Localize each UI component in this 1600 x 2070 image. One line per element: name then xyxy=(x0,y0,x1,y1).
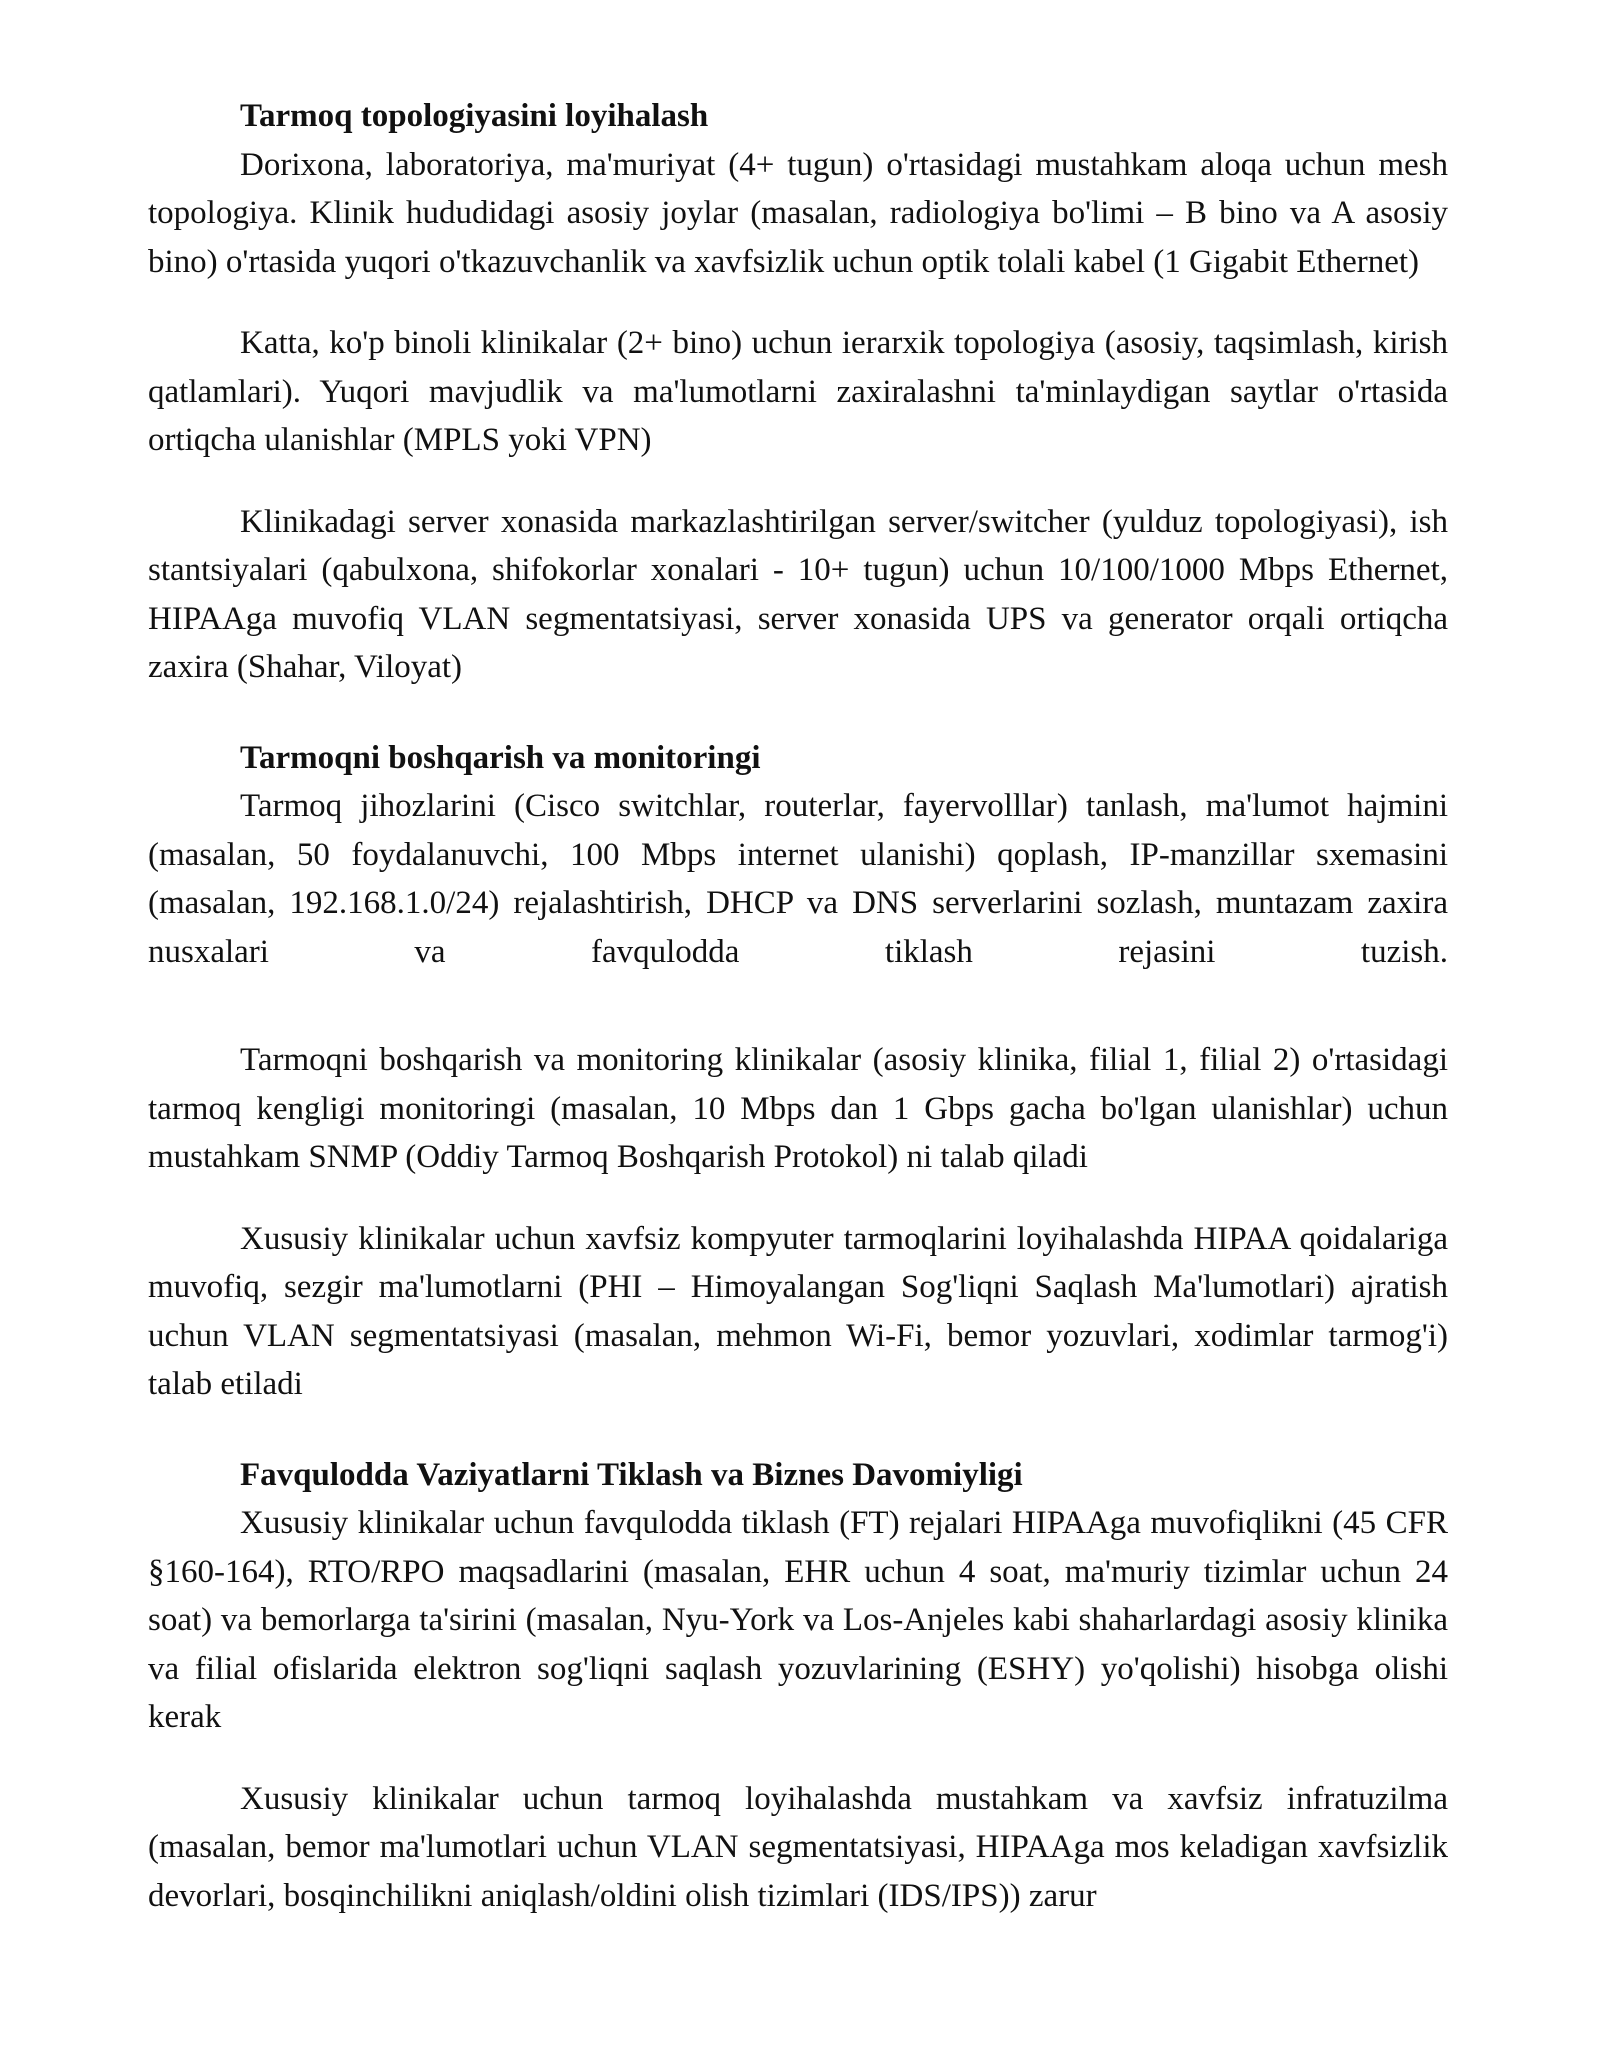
paragraph: Xususiy klinikalar uchun favqulodda tiklash (FT) rejalari HIPAAga muvofiqlikni (45 CFR §160-164), RTO/RPO maqsadlarini (masalan, EHR uchun 4 soat, ma'muriy tizimlar uchun 24 soat) va bemorlarga ta'sirini (masalan, Nyu-York va Los-Anjeles kabi shaharlardagi asosiy klinika va filial ofislarida elektron sog'liqni saqlash yozuvlarining (ESHY) yo'qolishi) hisobga olishi kerak xyxy=(148,1505,1448,1735)
paragraph: Xususiy klinikalar uchun tarmoq loyihalashda mustahkam va xavfsiz infratuzilma (masalan, bemor ma'lumotlari uchun VLAN segmentatsiyasi, HIPAAga mos keladigan xavfsizlik devorlari, bosqinchilikni aniqlash/oldini olish tizimlari (IDS/IPS)) zarur xyxy=(148,1780,1448,1914)
document-page xyxy=(148,92,1448,1920)
paragraph: Dorixona, laboratoriya, ma'muriyat (4+ tugun) o'rtasidagi mustahkam aloqa uchun mesh topologiya. Klinik hududidagi asosiy joylar (masalan, radiologiya bo'limi – B bino va A asosiy bino) o'rtasida yuqori o'tkazuvchanlik va xavfsizlik uchun optik tolali kabel (1 Gigabit Ethernet) xyxy=(148,146,1448,280)
paragraph: Xususiy klinikalar uchun xavfsiz kompyuter tarmoqlarini loyihalashda HIPAA qoidalariga muvofiq, sezgir ma'lumotlarni (PHI – Himoyalangan Sog'liqni Saqlash Ma'lumotlari) ajratish uchun VLAN segmentatsiyasi (masalan, mehmon Wi-Fi, bemor yozuvlari, xodimlar tarmog'i) talab etiladi xyxy=(148,1220,1448,1402)
section-heading: Tarmoq topologiyasini loyihalash xyxy=(240,98,709,134)
paragraph: Tarmoqni boshqarish va monitoring klinikalar (asosiy klinika, filial 1, filial 2) o'rtasidagi tarmoq kengligi monitoringi (masalan, 10 Mbps dan 1 Gbps gacha bo'lgan ulanishlar) uchun mustahkam SNMP (Oddiy Tarmoq Boshqarish Protokol) ni talab qiladi xyxy=(148,1042,1448,1175)
paragraph: Tarmoq jihozlarini (Cisco switchlar, routerlar, fayervolllar) tanlash, ma'lumot hajmini (masalan, 50 foydalanuvchi, 100 Mbps internet ulanishi) qoplash, IP-manzillar sxemasini (masalan, 192.168.1.0/24) rejalashtirish, DHCP va DNS serverlarini sozlash, muntazam zaxira nusxalari va favqulodda tiklash rejasini tuzish. xyxy=(148,788,1448,970)
section-heading: Favqulodda Vaziyatlarni Tiklash va Biznes Davomiyligi xyxy=(240,1456,1023,1493)
paragraph: Katta, ko'p binoli klinikalar (2+ bino) uchun ierarxik topologiya (asosiy, taqsimlash, kirish qatlamlari). Yuqori mavjudlik va ma'lumotlarni zaxiralashni ta'minlaydigan saytlar o'rtasida ortiqcha ulanishlar (MPLS yoki VPN) xyxy=(148,325,1448,458)
paragraph: Klinikadagi server xonasida markazlashtirilgan server/switcher (yulduz topologiyasi), ish stantsiyalari (qabulxona, shifokorlar xonalari - 10+ tugun) uchun 10/100/1000 Mbps Ethernet, HIPAAga muvofiq VLAN segmentatsiyasi, server xonasida UPS va generator orqali ortiqcha zaxira (Shahar, Viloyat) xyxy=(148,503,1448,685)
section-heading: Tarmoqni boshqarish va monitoringi xyxy=(240,739,761,776)
